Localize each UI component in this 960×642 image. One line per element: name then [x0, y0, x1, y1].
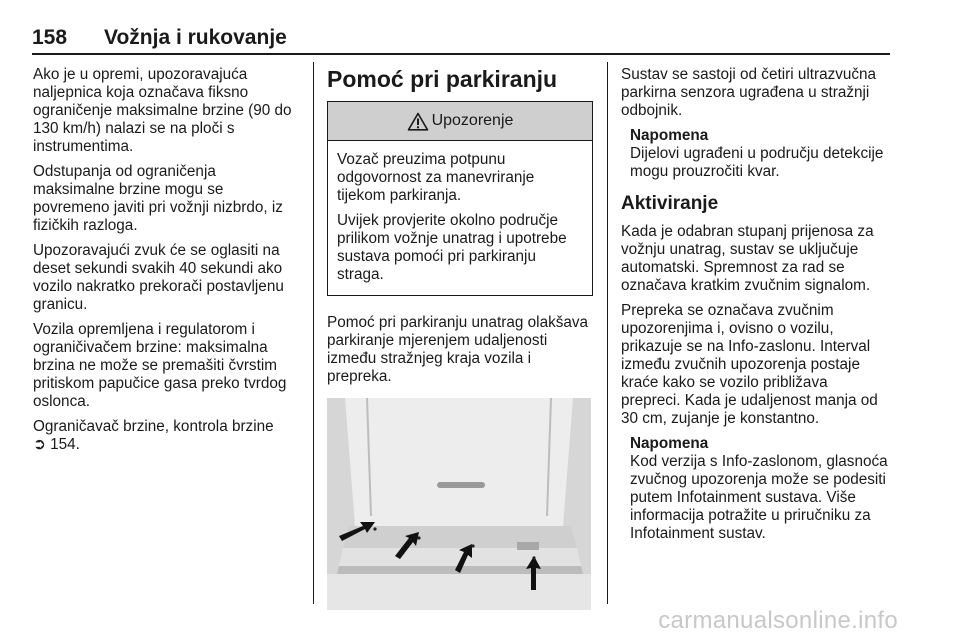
rear-bumper-sensor-illustration: [327, 398, 591, 610]
warning-triangle-icon: [407, 112, 429, 131]
note-text: Kod verzija s Info-zaslonom, glasnoća zvučnog upozorenja može se podesiti putem Infotainment sustava. Više informacija potražite u priručniku za Infotainment sustav.: [630, 453, 888, 542]
arrow-icon: ➲: [33, 436, 46, 453]
note-box: [621, 435, 889, 543]
note-title: Napomena: [630, 435, 709, 452]
column-middle: [327, 66, 593, 610]
header-rule: [32, 53, 890, 55]
paragraph: Prepreka se označava zvučnim upozorenjima i, ovisno o vozilu, prikazuje se na Info-zaslonu. Interval između zvučnih upozorenja postaje kraće kako se vozilo približava prepreci. Kada je udaljenost manja od 30 cm, zujanje je konstantno.: [621, 302, 878, 427]
paragraph: Pomoć pri parkiranju unatrag olakšava parkiranje mjerenjem udaljenosti između stražnjeg kraja vozila i prepreka.: [327, 314, 589, 385]
subsection-heading: Aktiviranje: [621, 193, 719, 214]
crossref-text: Ograničavač brzine, kontrola brzine: [33, 418, 274, 435]
column-right: [621, 66, 889, 551]
cross-reference: [33, 418, 301, 454]
page-number: 158: [32, 26, 68, 49]
paragraph: Vozila opremljena i regulatorom i ograničivačem brzine: maksimalna brzina ne može se premašiti čvrstim pritiskom papučice gasa preko tvrdog oslonca.: [33, 321, 287, 410]
warning-paragraph: Vozač preuzima potpunu odgovornost za manevriranje tijekom parkiranja.: [337, 151, 535, 204]
section-heading: Pomoć pri parkiranju: [327, 66, 558, 92]
note-box: [621, 127, 889, 181]
warning-paragraph: Uvijek provjerite okolno područje prilikom vožnje unatrag i upotrebe sustava pomoći pri parkiranju straga.: [337, 212, 567, 283]
warning-header: [328, 102, 592, 141]
paragraph: Upozoravajući zvuk će se oglasiti na deset sekundi svakih 40 sekundi ako vozilo nakratko prekorači postavljenu granicu.: [33, 242, 284, 313]
paragraph: Kada je odabran stupanj prijenosa za vožnju unatrag, sustav se uključuje automatski. Spremnost za rad se označava kratkim zvučnim signalom.: [621, 223, 874, 294]
warning-body: [328, 141, 592, 295]
page-title: Vožnja i rukovanje: [104, 26, 287, 49]
crossref-page-link[interactable]: 154.: [50, 436, 80, 453]
warning-title: Upozorenje: [431, 112, 514, 129]
page-header: [32, 26, 287, 50]
paragraph: Odstupanja od ograničenja maksimalne brzine mogu se povremeno javiti pri vožnji nizbrdo, iz fizičkih razloga.: [33, 163, 283, 234]
paragraph: Sustav se sastoji od četiri ultrazvučna parkirna senzora ugrađena u stražnji odbojnik.: [621, 66, 877, 119]
column-divider-2: [607, 62, 608, 604]
paragraph: Ako je u opremi, upozoravajuća naljepnica koja označava fiksno ograničenje maksimalne brzine (90 do 130 km/h) nalazi se na ploči s instrumentima.: [33, 66, 292, 155]
column-divider-1: [313, 62, 314, 604]
watermark: carmanualsonline.info: [658, 607, 898, 634]
warning-box: [327, 101, 593, 296]
note-text: Dijelovi ugrađeni u području detekcije mogu prouzročiti kvar.: [630, 145, 884, 180]
column-left: [33, 66, 301, 461]
note-title: Napomena: [630, 127, 709, 144]
